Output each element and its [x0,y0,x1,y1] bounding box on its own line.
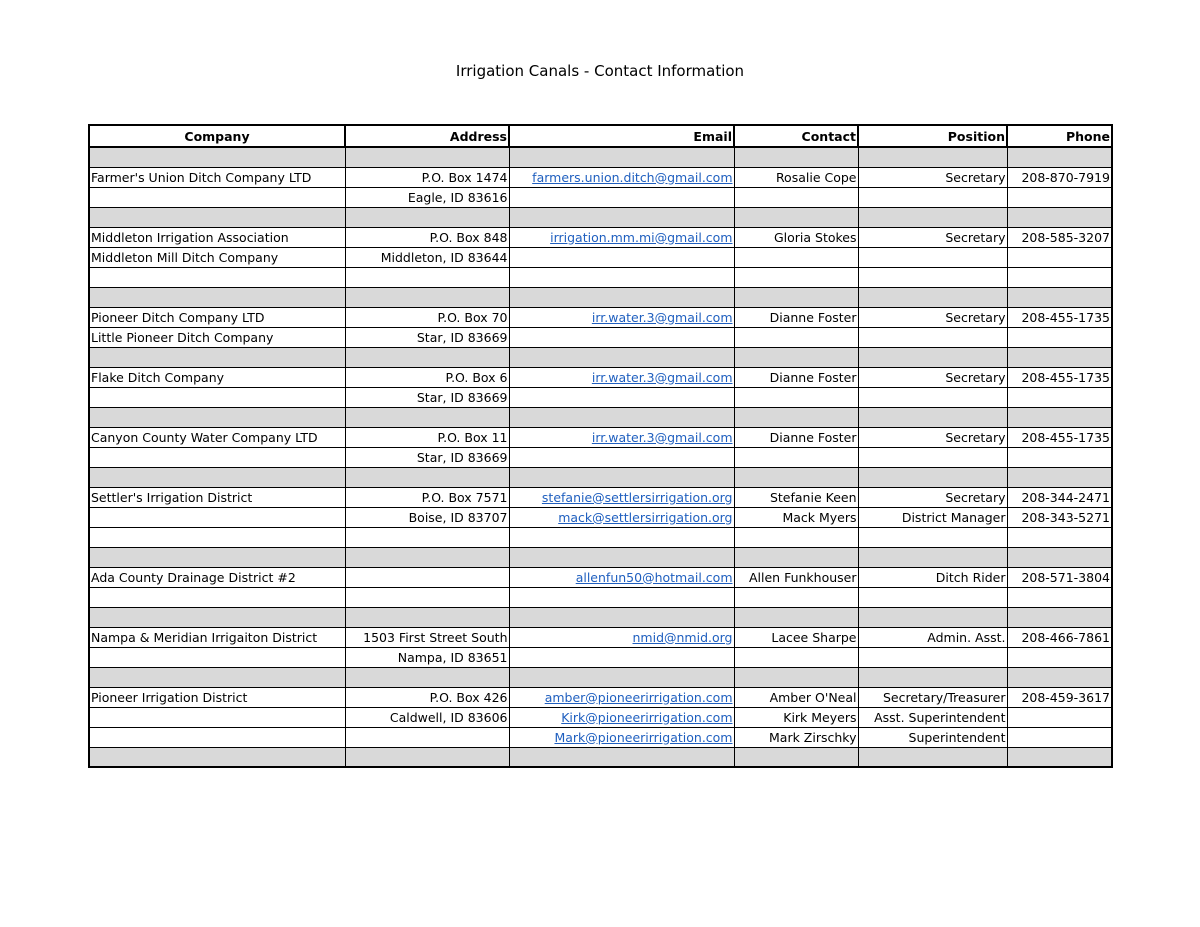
cell-company [89,527,345,547]
cell-address [345,567,509,587]
table-row [89,687,1112,707]
cell-contact [734,467,858,487]
cell-address: P.O. Box 426 [345,687,509,707]
cell-phone [1007,607,1112,627]
cell-address [345,147,509,167]
cell-phone: 208-571-3804 [1007,567,1112,587]
table-row [89,487,1112,507]
cell-email [509,167,734,187]
cell-position: Superintendent [858,727,1007,747]
cell-contact [734,267,858,287]
cell-company [89,587,345,607]
cell-phone [1007,727,1112,747]
cell-email [509,627,734,647]
cell-position: Secretary [858,167,1007,187]
email-link[interactable]: nmid@nmid.org [632,629,733,645]
cell-position [858,247,1007,267]
table-body [89,147,1112,767]
cell-company [89,387,345,407]
cell-phone: 208-459-3617 [1007,687,1112,707]
cell-email [509,227,734,247]
table-row [89,327,1112,347]
cell-phone: 208-585-3207 [1007,227,1112,247]
email-link[interactable]: stefanie@settlersirrigation.org [541,489,733,505]
cell-contact [734,607,858,627]
separator-row [89,207,1112,227]
cell-email [509,307,734,327]
cell-position [858,187,1007,207]
cell-email [509,367,734,387]
cell-company [89,707,345,727]
column-header-contact: Contact [734,125,858,147]
cell-address [345,267,509,287]
cell-phone [1007,287,1112,307]
cell-phone [1007,707,1112,727]
column-header-email: Email [509,125,734,147]
cell-company [89,447,345,467]
cell-address: 1503 First Street South [345,627,509,647]
cell-position [858,267,1007,287]
cell-contact [734,527,858,547]
email-link[interactable]: farmers.union.ditch@gmail.com [532,169,733,185]
cell-position: Secretary [858,367,1007,387]
cell-email [509,607,734,627]
cell-address: P.O. Box 70 [345,307,509,327]
separator-row [89,667,1112,687]
cell-contact: Allen Funkhouser [734,567,858,587]
cell-email [509,187,734,207]
cell-contact [734,547,858,567]
contact-table [88,124,1113,768]
cell-phone [1007,247,1112,267]
cell-contact [734,667,858,687]
cell-company: Farmer's Union Ditch Company LTD [89,167,345,187]
cell-phone: 208-344-2471 [1007,487,1112,507]
cell-company [89,407,345,427]
cell-phone [1007,747,1112,767]
cell-company [89,287,345,307]
cell-position [858,607,1007,627]
cell-contact [734,587,858,607]
cell-company [89,207,345,227]
cell-position: Secretary [858,487,1007,507]
cell-address: Star, ID 83669 [345,387,509,407]
table-row [89,507,1112,527]
cell-address: Eagle, ID 83616 [345,187,509,207]
email-link[interactable]: irr.water.3@gmail.com [591,309,733,325]
cell-email [509,387,734,407]
cell-phone [1007,387,1112,407]
table-row [89,707,1112,727]
cell-email [509,727,734,747]
cell-address [345,607,509,627]
cell-address: Caldwell, ID 83606 [345,707,509,727]
cell-email [509,747,734,767]
cell-phone: 208-870-7919 [1007,167,1112,187]
cell-company [89,467,345,487]
cell-contact: Gloria Stokes [734,227,858,247]
cell-company: Ada County Drainage District #2 [89,567,345,587]
separator-row [89,147,1112,167]
separator-row [89,607,1112,627]
cell-address: Star, ID 83669 [345,447,509,467]
cell-address [345,587,509,607]
cell-email [509,667,734,687]
cell-company [89,667,345,687]
cell-phone [1007,187,1112,207]
cell-phone: 208-455-1735 [1007,367,1112,387]
cell-phone [1007,667,1112,687]
cell-address: Boise, ID 83707 [345,507,509,527]
cell-address [345,347,509,367]
cell-company [89,747,345,767]
cell-email [509,407,734,427]
cell-address: P.O. Box 7571 [345,487,509,507]
table-row [89,227,1112,247]
cell-contact [734,287,858,307]
cell-phone: 208-466-7861 [1007,627,1112,647]
cell-contact [734,207,858,227]
cell-company: Nampa & Meridian Irrigaiton District [89,627,345,647]
cell-contact [734,407,858,427]
cell-address [345,527,509,547]
table-row [89,627,1112,647]
table-row [89,587,1112,607]
cell-email [509,707,734,727]
email-link[interactable]: Mark@pioneerirrigation.com [554,729,733,745]
cell-position: Secretary/Treasurer [858,687,1007,707]
cell-position: Secretary [858,227,1007,247]
cell-position [858,547,1007,567]
table-row [89,647,1112,667]
cell-email [509,687,734,707]
cell-address: Nampa, ID 83651 [345,647,509,667]
cell-phone: 208-455-1735 [1007,427,1112,447]
cell-email [509,647,734,667]
table-row [89,567,1112,587]
cell-address: P.O. Box 6 [345,367,509,387]
cell-phone [1007,407,1112,427]
cell-address: P.O. Box 11 [345,427,509,447]
cell-position: Asst. Superintendent [858,707,1007,727]
cell-company [89,267,345,287]
cell-email [509,147,734,167]
cell-address [345,547,509,567]
cell-address [345,667,509,687]
cell-company [89,147,345,167]
cell-position: Ditch Rider [858,567,1007,587]
email-link[interactable]: irr.water.3@gmail.com [591,429,733,445]
table-row [89,367,1112,387]
cell-email [509,267,734,287]
cell-position [858,467,1007,487]
table-row [89,447,1112,467]
cell-address [345,407,509,427]
cell-position [858,667,1007,687]
cell-address: Star, ID 83669 [345,327,509,347]
cell-position [858,347,1007,367]
cell-email [509,547,734,567]
cell-position [858,207,1007,227]
cell-email [509,327,734,347]
cell-contact [734,447,858,467]
cell-company: Middleton Mill Ditch Company [89,247,345,267]
cell-contact: Mark Zirschky [734,727,858,747]
cell-contact [734,187,858,207]
cell-company [89,607,345,627]
email-link[interactable]: Kirk@pioneerirrigation.com [561,709,733,725]
cell-position: Secretary [858,427,1007,447]
cell-email [509,527,734,547]
column-header-position: Position [858,125,1007,147]
table-row [89,247,1112,267]
cell-phone: 208-455-1735 [1007,307,1112,327]
cell-phone [1007,647,1112,667]
cell-address [345,287,509,307]
cell-contact [734,327,858,347]
cell-phone [1007,207,1112,227]
cell-position [858,747,1007,767]
cell-email [509,287,734,307]
cell-address [345,727,509,747]
cell-email [509,247,734,267]
cell-address [345,207,509,227]
email-link[interactable]: irr.water.3@gmail.com [591,369,733,385]
cell-company: Pioneer Ditch Company LTD [89,307,345,327]
column-header-company: Company [89,125,345,147]
cell-company [89,727,345,747]
cell-position [858,447,1007,467]
cell-position: Secretary [858,307,1007,327]
table-row [89,167,1112,187]
separator-row [89,547,1112,567]
cell-contact [734,147,858,167]
cell-email [509,427,734,447]
cell-company: Pioneer Irrigation District [89,687,345,707]
cell-contact: Dianne Foster [734,307,858,327]
cell-address [345,467,509,487]
cell-contact: Mack Myers [734,507,858,527]
cell-email [509,467,734,487]
cell-company [89,507,345,527]
table-row [89,387,1112,407]
cell-phone [1007,327,1112,347]
cell-company: Middleton Irrigation Association [89,227,345,247]
cell-company [89,347,345,367]
cell-contact [734,247,858,267]
cell-email [509,507,734,527]
cell-position [858,587,1007,607]
cell-position: Admin. Asst. [858,627,1007,647]
table-row [89,267,1112,287]
cell-contact: Rosalie Cope [734,167,858,187]
cell-contact: Kirk Meyers [734,707,858,727]
cell-position [858,647,1007,667]
table-row [89,727,1112,747]
cell-company: Canyon County Water Company LTD [89,427,345,447]
cell-company: Flake Ditch Company [89,367,345,387]
cell-position [858,147,1007,167]
cell-position [858,287,1007,307]
cell-contact: Dianne Foster [734,367,858,387]
cell-position [858,387,1007,407]
cell-phone [1007,527,1112,547]
cell-contact [734,387,858,407]
cell-email [509,207,734,227]
page-title: Irrigation Canals - Contact Information [455,62,745,80]
separator-row [89,467,1112,487]
cell-address [345,747,509,767]
cell-phone [1007,547,1112,567]
email-link[interactable]: mack@settlersirrigation.org [558,509,733,525]
separator-row [89,747,1112,767]
cell-address: P.O. Box 1474 [345,167,509,187]
email-link[interactable]: amber@pioneerirrigation.com [544,689,733,705]
cell-company [89,547,345,567]
cell-position [858,327,1007,347]
cell-address: Middleton, ID 83644 [345,247,509,267]
column-header-address: Address [345,125,509,147]
cell-company [89,647,345,667]
cell-email [509,587,734,607]
cell-company: Settler's Irrigation District [89,487,345,507]
cell-contact [734,647,858,667]
cell-contact [734,347,858,367]
table-row [89,427,1112,447]
cell-contact [734,747,858,767]
separator-row [89,347,1112,367]
cell-address: P.O. Box 848 [345,227,509,247]
cell-position [858,407,1007,427]
cell-email [509,567,734,587]
cell-phone [1007,467,1112,487]
cell-contact: Lacee Sharpe [734,627,858,647]
table-row [89,187,1112,207]
cell-email [509,347,734,367]
separator-row [89,407,1112,427]
cell-company [89,187,345,207]
cell-contact: Stefanie Keen [734,487,858,507]
cell-company: Little Pioneer Ditch Company [89,327,345,347]
cell-phone [1007,347,1112,367]
table-row [89,527,1112,547]
cell-contact: Dianne Foster [734,427,858,447]
separator-row [89,287,1112,307]
cell-phone [1007,447,1112,467]
cell-position [858,527,1007,547]
cell-phone [1007,147,1112,167]
cell-email [509,487,734,507]
cell-position: District Manager [858,507,1007,527]
cell-phone [1007,587,1112,607]
cell-phone: 208-343-5271 [1007,507,1112,527]
header-row [89,125,1112,147]
cell-contact: Amber O'Neal [734,687,858,707]
cell-phone [1007,267,1112,287]
email-link[interactable]: irrigation.mm.mi@gmail.com [550,229,733,245]
column-header-phone: Phone [1007,125,1112,147]
table-row [89,307,1112,327]
cell-email [509,447,734,467]
email-link[interactable]: allenfun50@hotmail.com [575,569,733,585]
